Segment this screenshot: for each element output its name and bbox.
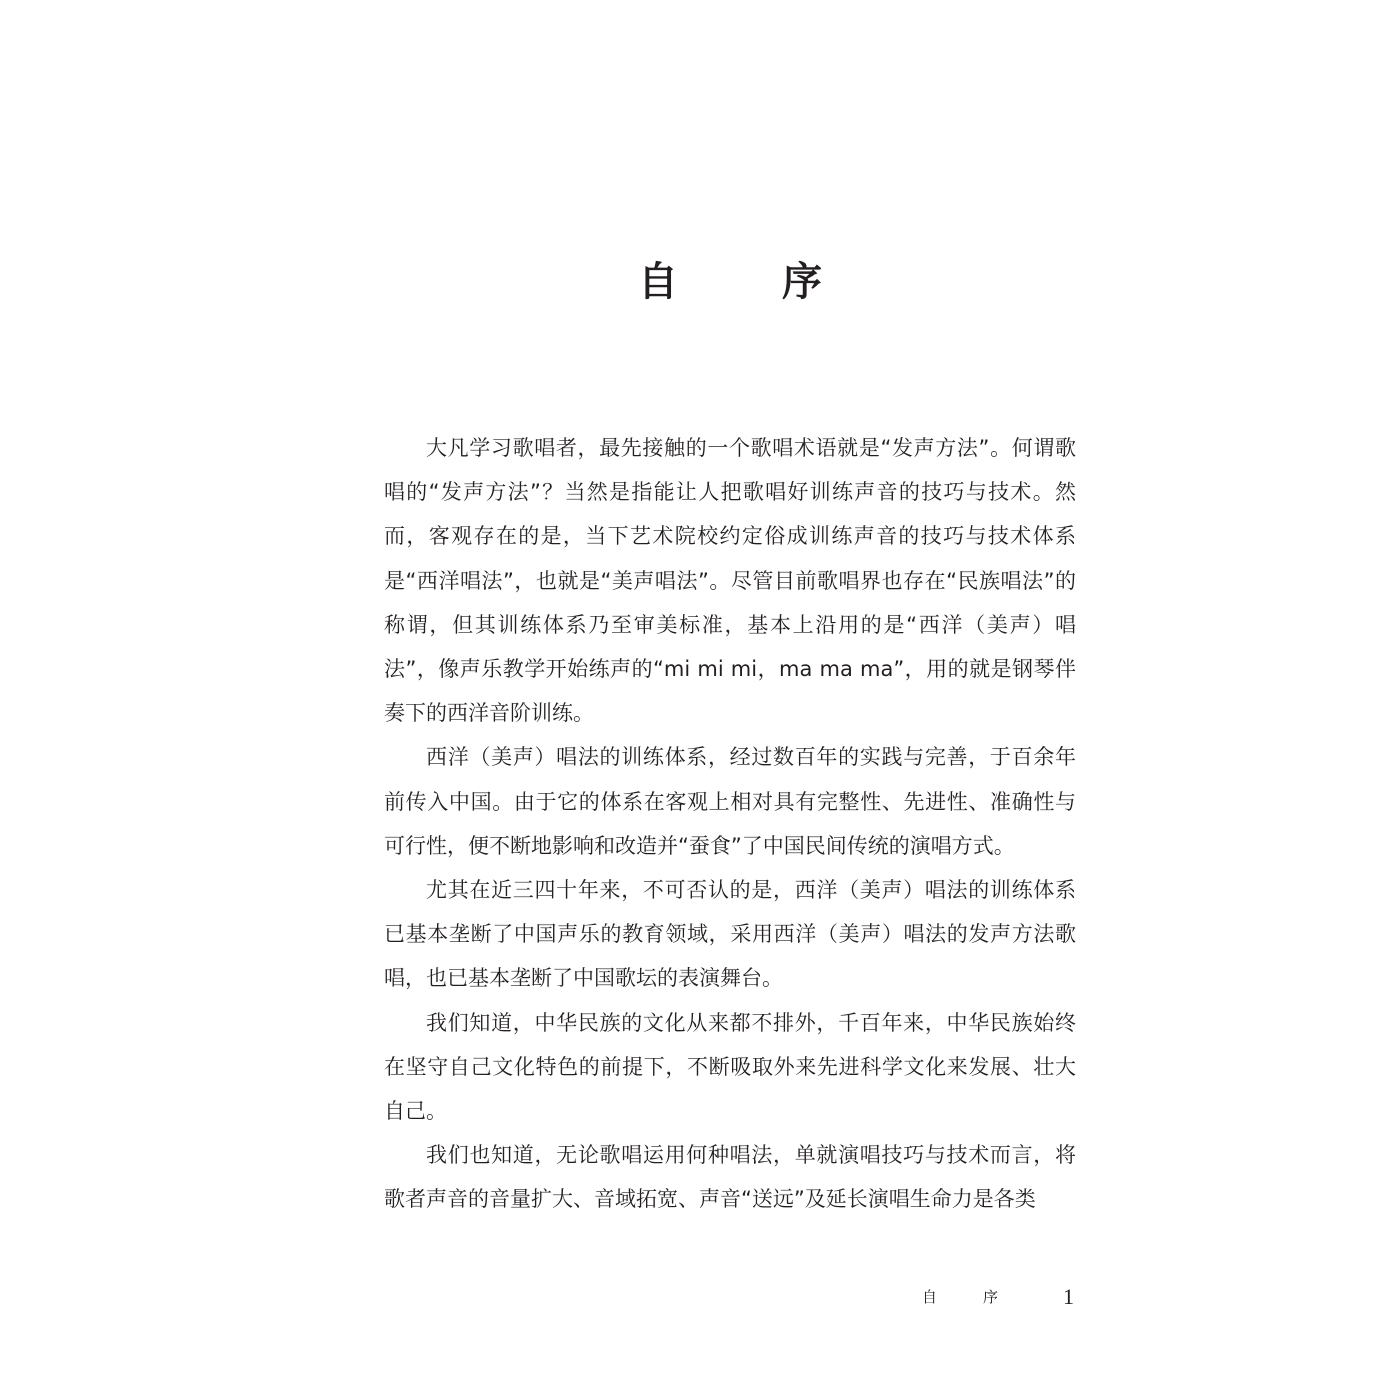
paragraph-1: 大凡学习歌唱者，最先接触的一个歌唱术语就是“发声方法”。何谓歌唱的“发声方法”？当然是指能让人把歌唱好训练声音的技巧与技术。然而，客观存在的是，当下艺术院校约定俗成训练声音的技巧与技术体系是“西洋唱法”，也就是“美声唱法”。尽管目前歌唱界也存在“民族唱法”的称谓，但其训练体系乃至审美标准，基本上沿用的是“西洋（美声）唱法”，像声乐教学开始练声的“mi mi mi，ma ma ma”，用的就是钢琴伴奏下的西洋音阶训练。 xyxy=(384,436,1076,726)
paragraph-4: 我们知道，中华民族的文化从来都不排外，千百年来，中华民族始终在坚守自己文化特色的前提下，不断吸取外来先进科学文化来发展、壮大自己。 xyxy=(384,1010,1076,1124)
running-head-char-2: 序 xyxy=(983,1288,999,1306)
chapter-title-char-2: 序 xyxy=(782,258,822,305)
page-number: 1 xyxy=(1063,1284,1074,1309)
chapter-title-char-1: 自 xyxy=(638,258,678,305)
paragraph-3: 尤其在近三四十年来，不可否认的是，西洋（美声）唱法的训练体系已基本垄断了中国声乐的教育领域，采用西洋（美声）唱法的发声方法歌唱，也已基本垄断了中国歌坛的表演舞台。 xyxy=(384,878,1076,991)
running-head-char-1: 自 xyxy=(922,1288,938,1306)
body-text xyxy=(384,426,1076,1222)
paragraph-2: 西洋（美声）唱法的训练体系，经过数百年的实践与完善，于百余年前传入中国。由于它的体系在客观上相对具有完整性、先进性、准确性与可行性，便不断地影响和改造并“蚕食”了中国民间传统的演唱方式。 xyxy=(384,745,1076,858)
page-footer xyxy=(0,1280,1400,1314)
chapter-title xyxy=(0,252,1400,312)
paragraph-5: 我们也知道，无论歌唱运用何种唱法，单就演唱技巧与技术而言，将歌者声音的音量扩大、音域拓宽、声音“送远”及延长演唱生命力是各类 xyxy=(384,1143,1076,1212)
